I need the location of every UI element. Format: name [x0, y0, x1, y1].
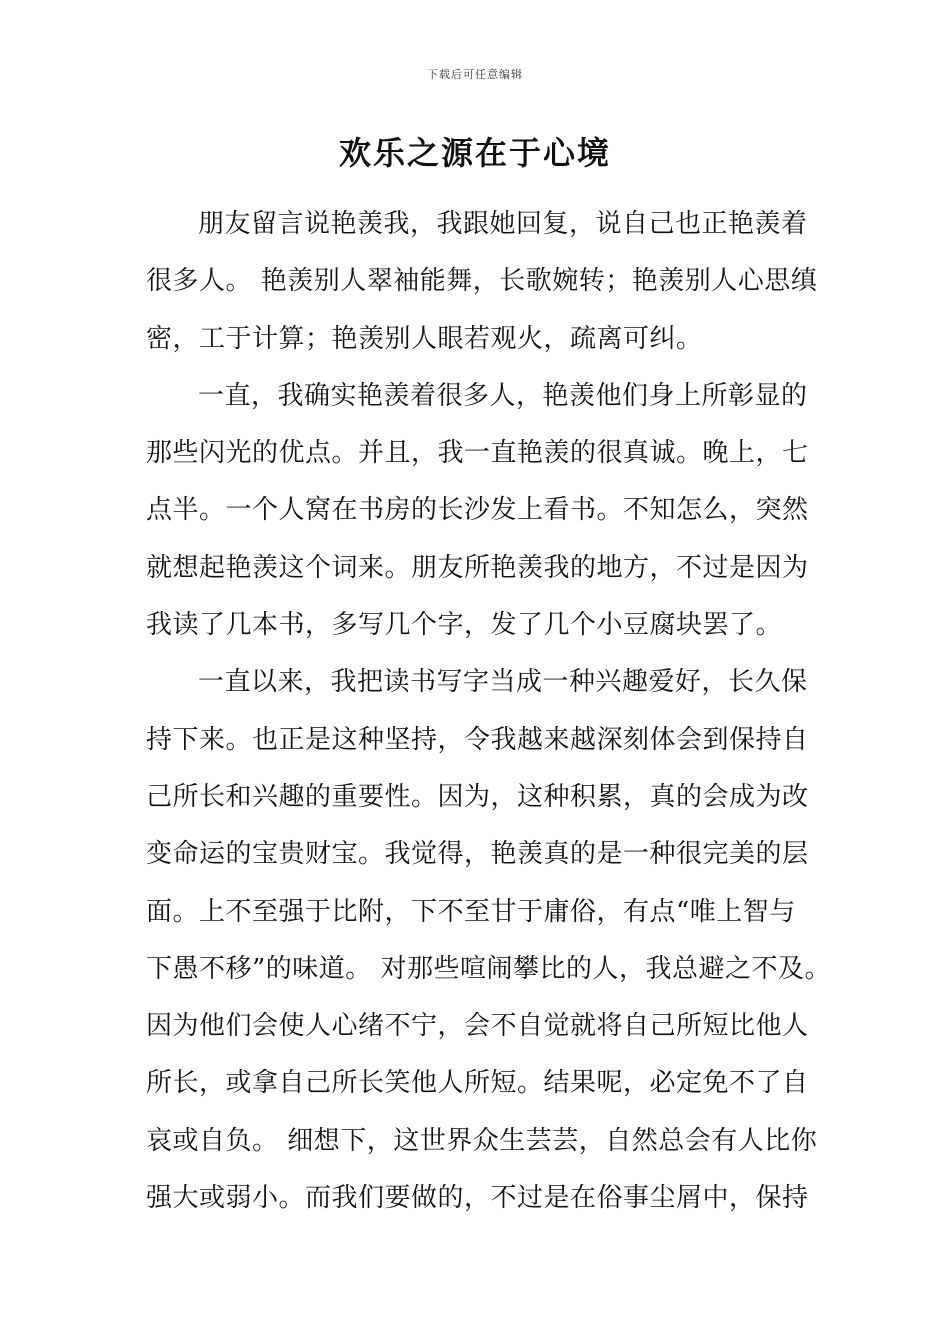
text-line: 面。上不至强于比附，下不至甘于庸俗，有点“唯上智与 [146, 896, 796, 927]
text-line: 就想起艳羡这个词来。朋友所艳羡我的地方，不过是因为 [146, 552, 809, 583]
text-line: 所长，或拿自己所长笑他人所短。结果呢，必定免不了自 [146, 1068, 809, 1099]
text-line: 己所长和兴趣的重要性。因为，这种积累，真的会成为改 [146, 781, 809, 812]
text-line: 我读了几本书，多写几个字，发了几个小豆腐块罢了。 [146, 610, 783, 641]
header-note: 下载后可任意编辑 [427, 68, 523, 81]
text-line: 密，工于计算；艳羡别人眼若观火，疏离可纠。 [146, 323, 703, 354]
text-line: 下愚不移”的味道。 对那些喧闹攀比的人，我总避之不及。 [146, 953, 832, 984]
text-line: 那些闪光的优点。并且，我一直艳羡的很真诚。晚上，七 [146, 438, 809, 469]
text-line: 因为他们会使人心绪不宁，会不自觉就将自己所短比他人 [146, 1011, 809, 1042]
document-title: 欢乐之源在于心境 [338, 134, 611, 172]
text-line: 一直以来，我把读书写字当成一种兴趣爱好，长久保 [198, 667, 808, 698]
text-line: 哀或自负。 细想下，这世界众生芸芸，自然总会有人比你 [146, 1125, 818, 1156]
text-line: 一直，我确实艳羡着很多人，艳羡他们身上所彰显的 [198, 380, 808, 411]
text-line: 点半。一个人窝在书房的长沙发上看书。不知怎么，突然 [146, 495, 809, 526]
text-line: 朋友留言说艳羡我，我跟她回复，说自己也正艳羡着 [198, 209, 808, 239]
text-line: 变命运的宝贵财宝。我觉得，艳羡真的是一种很完美的层 [146, 839, 809, 870]
document-body [146, 196, 832, 1227]
text-line: 持下来。也正是这种坚持，令我越来越深刻体会到保持自 [146, 724, 809, 755]
text-line: 很多人。 艳羡别人翠袖能舞，长歌婉转；艳羡别人心思缜 [146, 266, 818, 297]
text-line: 强大或弱小。而我们要做的，不过是在俗事尘屑中，保持 [146, 1183, 809, 1214]
